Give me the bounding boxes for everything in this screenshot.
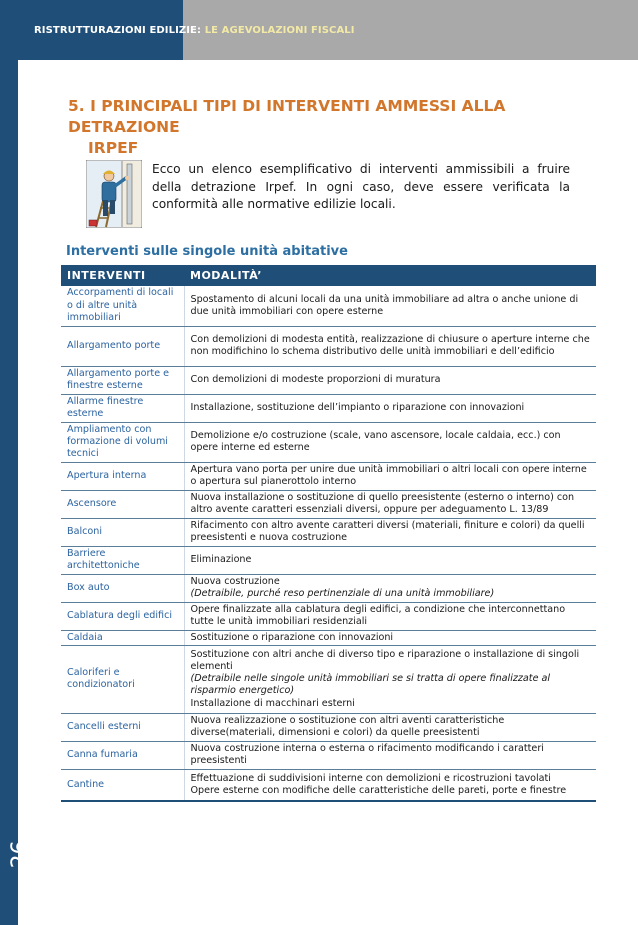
header-subtitle: LE AGEVOLAZIONI FISCALI (204, 25, 355, 36)
table-row (61, 741, 596, 769)
column-header-modalita: MODALITÀ’ (184, 265, 596, 286)
intervento-cell: Cablatura degli edifici (61, 602, 184, 630)
table-row (61, 518, 596, 546)
table-row (61, 366, 596, 394)
page-word: Pagina (17, 868, 30, 905)
modalita-cell (184, 574, 596, 602)
intervento-cell: Caldaia (61, 630, 184, 645)
table-row (61, 286, 596, 326)
modalita-cell (184, 645, 596, 713)
intervento-cell: Allargamento porte (61, 326, 184, 366)
table-row (61, 394, 596, 422)
intervento-cell: Ampliamento con formazione di volumi tecnici (61, 422, 184, 462)
header-bar (0, 0, 638, 60)
modalita-cell: Rifacimento con altro avente caratteri diversi (materiali, finiture e colori) da quelli preesistenti e nuova costruzione (184, 518, 596, 546)
modalita-cell: Spostamento di alcuni locali da una unità immobiliare ad altra o anche unione di due unità immobiliari con opere esterne (184, 286, 596, 326)
interventions-table (61, 265, 596, 802)
intervento-cell: Allargamento porte e finestre esterne (61, 366, 184, 394)
modalita-cell: Eliminazione (184, 546, 596, 574)
table-row (61, 422, 596, 462)
modalita-cell: Nuova costruzione interna o esterna o rifacimento modificando i caratteri preesistenti (184, 741, 596, 769)
intervento-cell: Cantine (61, 769, 184, 801)
page-number-label (8, 840, 33, 905)
modalita-cell: Sostituzione o riparazione con innovazioni (184, 630, 596, 645)
intervento-cell: Ascensore (61, 490, 184, 518)
table-subheading: Interventi sulle singole unità abitative (66, 244, 348, 259)
modalita-note: (Detraibile nelle singole unità immobiliari se si tratta di opere finalizzate al risparmio energetico) (190, 673, 551, 697)
modalita-cell: Opere finalizzate alla cablatura degli edifici, a condizione che interconnettano tutte le unità immobiliari residenziali (184, 602, 596, 630)
modalita-text: Sostituzione con altri anche di diverso tipo e riparazione o installazione di singoli elementi (190, 648, 580, 672)
modalita-extra: Installazione di macchinari esterni (190, 697, 355, 709)
modalita-cell: Nuova realizzazione o sostituzione con altri aventi caratteristiche diverse(materiali, dimensioni e colori) da quelle preesistenti (184, 713, 596, 741)
modalita-cell: Nuova installazione o sostituzione di quello preesistente (esterno o interno) con altro avente caratteri essenziali diversi, oppure per adeguamento L. 13/89 (184, 490, 596, 518)
modalita-cell: Installazione, sostituzione dell’impianto o riparazione con innovazioni (184, 394, 596, 422)
table-header-row (61, 265, 596, 286)
intervento-cell: Canna fumaria (61, 741, 184, 769)
intervento-cell: Cancelli esterni (61, 713, 184, 741)
modalita-text: Nuova costruzione (190, 575, 280, 587)
table-row (61, 574, 596, 602)
intervento-cell: Apertura interna (61, 462, 184, 490)
modalita-note: (Detraibile, purché reso pertinenziale di una unità immobiliare) (190, 588, 495, 599)
intro-paragraph: Ecco un elenco esemplificativo di interventi ammissibili a fruire della detrazione Irpef. In ogni caso, deve essere verificata la conformità alle normative edilizie locali. (152, 162, 570, 211)
table-row (61, 645, 596, 713)
table-row (61, 326, 596, 366)
table-row (61, 630, 596, 645)
section-title-line2: IRPEF (88, 139, 139, 157)
table-row (61, 490, 596, 518)
intervento-cell: Balconi (61, 518, 184, 546)
intervento-cell: Allarme finestre esterne (61, 394, 184, 422)
modalita-cell (184, 769, 596, 801)
modalita-text: Effettuazione di suddivisioni interne con demolizioni e ricostruzioni tavolati (190, 772, 551, 784)
table-row (61, 462, 596, 490)
table-row (61, 546, 596, 574)
modalita-cell: Con demolizioni di modesta entità, realizzazione di chiusure o aperture interne che non modifichino lo schema distributivo delle unità immobiliari e dell’edificio (184, 326, 596, 366)
modalita-text: Opere esterne con modifiche delle caratteristiche delle pareti, porte e finestre (190, 784, 567, 796)
running-header (34, 25, 355, 36)
header-title: RISTRUTTURAZIONI EDILIZIE: (34, 25, 202, 36)
worker-illustration (86, 160, 142, 228)
section-title-line1: 5. I PRINCIPALI TIPI DI INTERVENTI AMMESSI ALLA DETRAZIONE (68, 97, 506, 136)
table-row (61, 602, 596, 630)
modalita-cell: Apertura vano porta per unire due unità immobiliari o altri locali con opere interne o apertura sul pianerottolo interno (184, 462, 596, 490)
modalita-cell: Demolizione e/o costruzione (scale, vano ascensore, locale caldaia, ecc.) con opere interne ed esterne (184, 422, 596, 462)
modalita-cell: Con demolizioni di modeste proporzioni di muratura (184, 366, 596, 394)
intervento-cell: Caloriferi e condizionatori (61, 645, 184, 713)
intervento-cell: Box auto (61, 574, 184, 602)
intervento-cell: Barriere architettoniche (61, 546, 184, 574)
left-margin-strip (0, 60, 18, 925)
table-row (61, 769, 596, 801)
intervento-cell: Accorpamenti di locali o di altre unità immobiliari (61, 286, 184, 326)
page-number: 26 (8, 840, 33, 869)
table-row (61, 713, 596, 741)
section-title (68, 96, 588, 159)
column-header-interventi: INTERVENTI (61, 265, 184, 286)
